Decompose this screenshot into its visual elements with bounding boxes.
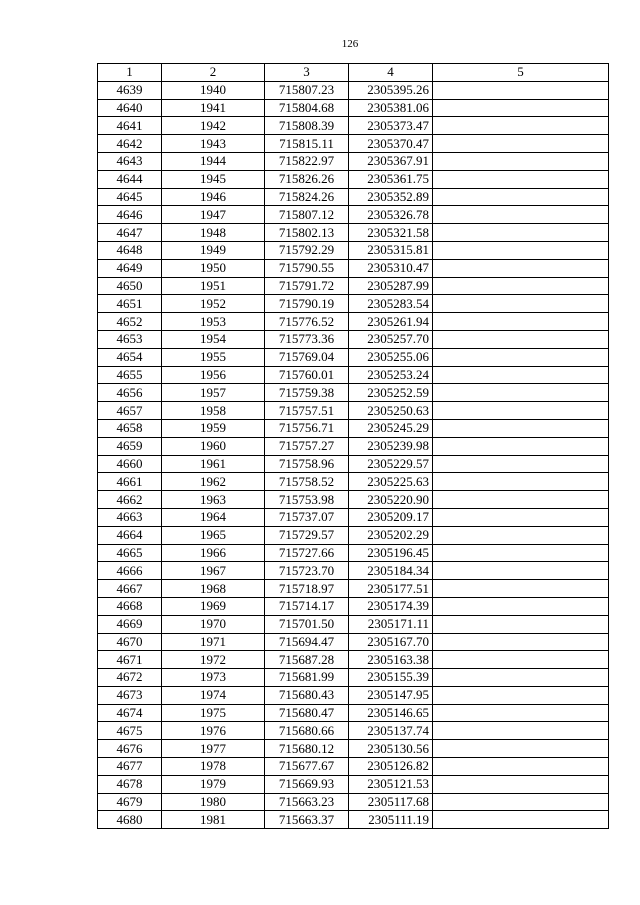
table-cell: [433, 544, 609, 562]
table-cell: 2305321.58: [349, 224, 433, 242]
table-cell: 1974: [162, 686, 265, 704]
table-cell: 4668: [98, 597, 162, 615]
table-cell: [433, 615, 609, 633]
table-row: [98, 81, 609, 99]
table-row: [98, 313, 609, 331]
table-cell: 4647: [98, 224, 162, 242]
table-cell: 4659: [98, 437, 162, 455]
table-cell: 4661: [98, 473, 162, 491]
table-cell: [433, 135, 609, 153]
table-cell: 4650: [98, 277, 162, 295]
table-cell: 2305167.70: [349, 633, 433, 651]
table-cell: 4649: [98, 259, 162, 277]
table-cell: 715729.57: [265, 526, 349, 544]
table-row: [98, 473, 609, 491]
table-row: [98, 384, 609, 402]
table-cell: [433, 348, 609, 366]
table-cell: 2305239.98: [349, 437, 433, 455]
table-cell: 715802.13: [265, 224, 349, 242]
table-cell: 1947: [162, 206, 265, 224]
table-row: [98, 348, 609, 366]
table-cell: [433, 473, 609, 491]
table-row: [98, 455, 609, 473]
table-cell: 1962: [162, 473, 265, 491]
table-cell: 715824.26: [265, 188, 349, 206]
table-cell: 715822.97: [265, 152, 349, 170]
table-row: [98, 633, 609, 651]
table-cell: 715826.26: [265, 170, 349, 188]
table-cell: 1940: [162, 81, 265, 99]
table-body: [98, 81, 609, 828]
table-cell: 2305184.34: [349, 562, 433, 580]
table-cell: 4678: [98, 775, 162, 793]
table-cell: 2305287.99: [349, 277, 433, 295]
table-cell: 4674: [98, 704, 162, 722]
table-row: [98, 544, 609, 562]
table-cell: 4676: [98, 740, 162, 758]
table-cell: 715815.11: [265, 135, 349, 153]
table-cell: [433, 224, 609, 242]
table-cell: 2305220.90: [349, 491, 433, 509]
table-cell: 715753.98: [265, 491, 349, 509]
table-row: [98, 188, 609, 206]
table-cell: 1969: [162, 597, 265, 615]
table-cell: [433, 597, 609, 615]
table-cell: 715663.23: [265, 793, 349, 811]
table-row: [98, 419, 609, 437]
table-cell: 4671: [98, 651, 162, 669]
table-row: [98, 241, 609, 259]
table-cell: [433, 793, 609, 811]
table-cell: 4651: [98, 295, 162, 313]
table-row: [98, 740, 609, 758]
table-cell: 2305370.47: [349, 135, 433, 153]
table-cell: 4658: [98, 419, 162, 437]
column-header: 3: [265, 64, 349, 82]
table-cell: 1967: [162, 562, 265, 580]
table-cell: 2305255.06: [349, 348, 433, 366]
table-cell: 2305250.63: [349, 402, 433, 420]
table-cell: 1970: [162, 615, 265, 633]
table-cell: 2305121.53: [349, 775, 433, 793]
table-cell: 1946: [162, 188, 265, 206]
table-cell: 2305381.06: [349, 99, 433, 117]
table-row: [98, 259, 609, 277]
table-cell: 2305395.26: [349, 81, 433, 99]
table-cell: 4677: [98, 758, 162, 776]
table-cell: 2305174.39: [349, 597, 433, 615]
table-cell: [433, 277, 609, 295]
table-cell: 2305252.59: [349, 384, 433, 402]
table-cell: [433, 152, 609, 170]
table-cell: 4648: [98, 241, 162, 259]
table-cell: 1949: [162, 241, 265, 259]
table-cell: 1966: [162, 544, 265, 562]
table-cell: 4666: [98, 562, 162, 580]
table-cell: 4664: [98, 526, 162, 544]
table-cell: 4654: [98, 348, 162, 366]
table-cell: 2305163.38: [349, 651, 433, 669]
table-cell: 1979: [162, 775, 265, 793]
table-row: [98, 491, 609, 509]
table-cell: 1953: [162, 313, 265, 331]
table-cell: 715807.12: [265, 206, 349, 224]
table-cell: 715792.29: [265, 241, 349, 259]
coordinates-table: [97, 63, 609, 829]
table-row: [98, 775, 609, 793]
table-row: [98, 508, 609, 526]
column-header: 5: [433, 64, 609, 82]
table-row: [98, 615, 609, 633]
table-row: [98, 366, 609, 384]
table-cell: 715769.04: [265, 348, 349, 366]
table-cell: 1972: [162, 651, 265, 669]
table-cell: 1957: [162, 384, 265, 402]
table-cell: 1971: [162, 633, 265, 651]
table-cell: 2305326.78: [349, 206, 433, 224]
column-header: 2: [162, 64, 265, 82]
table-cell: 1960: [162, 437, 265, 455]
table-cell: 715776.52: [265, 313, 349, 331]
table-row: [98, 402, 609, 420]
table-cell: [433, 384, 609, 402]
table-cell: 2305111.19: [349, 811, 433, 829]
table-cell: 4667: [98, 580, 162, 598]
table-cell: 4640: [98, 99, 162, 117]
table-cell: 4662: [98, 491, 162, 509]
table-cell: 4673: [98, 686, 162, 704]
table-cell: 4665: [98, 544, 162, 562]
table-cell: 1964: [162, 508, 265, 526]
table-cell: 4646: [98, 206, 162, 224]
table-cell: 715680.12: [265, 740, 349, 758]
table-cell: 715773.36: [265, 330, 349, 348]
table-cell: 2305361.75: [349, 170, 433, 188]
column-header: 1: [98, 64, 162, 82]
table-cell: 715759.38: [265, 384, 349, 402]
table-cell: 715790.55: [265, 259, 349, 277]
table-cell: 1959: [162, 419, 265, 437]
table-cell: 1942: [162, 117, 265, 135]
table-cell: 2305202.29: [349, 526, 433, 544]
table-cell: 715714.17: [265, 597, 349, 615]
table-cell: 4679: [98, 793, 162, 811]
table-cell: 715757.27: [265, 437, 349, 455]
table-cell: 1952: [162, 295, 265, 313]
table-cell: [433, 491, 609, 509]
table-cell: 2305283.54: [349, 295, 433, 313]
table-cell: 1956: [162, 366, 265, 384]
table-cell: [433, 775, 609, 793]
table-cell: [433, 366, 609, 384]
table-cell: [433, 704, 609, 722]
table-cell: 1951: [162, 277, 265, 295]
table-cell: 4675: [98, 722, 162, 740]
table-row: [98, 669, 609, 687]
table-cell: 2305130.56: [349, 740, 433, 758]
table-cell: [433, 313, 609, 331]
table-cell: 715680.43: [265, 686, 349, 704]
table-cell: 1955: [162, 348, 265, 366]
table-row: [98, 206, 609, 224]
table-cell: 2305177.51: [349, 580, 433, 598]
table-cell: 1945: [162, 170, 265, 188]
header-row: [98, 64, 609, 82]
table-cell: 715677.67: [265, 758, 349, 776]
table-cell: 4670: [98, 633, 162, 651]
table-row: [98, 793, 609, 811]
table-cell: [433, 295, 609, 313]
table-cell: 1977: [162, 740, 265, 758]
table-cell: [433, 402, 609, 420]
table-cell: [433, 188, 609, 206]
table-cell: 2305253.24: [349, 366, 433, 384]
table-cell: 2305315.81: [349, 241, 433, 259]
table-cell: 715757.51: [265, 402, 349, 420]
table-cell: [433, 811, 609, 829]
table-cell: 715723.70: [265, 562, 349, 580]
table-cell: 4669: [98, 615, 162, 633]
table-cell: 2305245.29: [349, 419, 433, 437]
table-cell: 715718.97: [265, 580, 349, 598]
table-cell: 1981: [162, 811, 265, 829]
table-row: [98, 330, 609, 348]
table-cell: 715680.47: [265, 704, 349, 722]
table-cell: 4639: [98, 81, 162, 99]
table-cell: 1965: [162, 526, 265, 544]
table-row: [98, 99, 609, 117]
table-row: [98, 580, 609, 598]
table-cell: 2305117.68: [349, 793, 433, 811]
table-row: [98, 722, 609, 740]
table-cell: 2305229.57: [349, 455, 433, 473]
table-cell: 4657: [98, 402, 162, 420]
table-cell: 1941: [162, 99, 265, 117]
table-cell: 715701.50: [265, 615, 349, 633]
table-cell: 715790.19: [265, 295, 349, 313]
table-cell: 2305373.47: [349, 117, 433, 135]
table-cell: 4660: [98, 455, 162, 473]
table-cell: 4641: [98, 117, 162, 135]
table-cell: 4680: [98, 811, 162, 829]
table-cell: 4644: [98, 170, 162, 188]
table-cell: [433, 633, 609, 651]
table-row: [98, 170, 609, 188]
table-cell: 1958: [162, 402, 265, 420]
column-header: 4: [349, 64, 433, 82]
table-row: [98, 686, 609, 704]
table-cell: [433, 117, 609, 135]
table-cell: 2305137.74: [349, 722, 433, 740]
table-cell: 4653: [98, 330, 162, 348]
table-cell: 2305147.95: [349, 686, 433, 704]
table-cell: [433, 241, 609, 259]
table-row: [98, 597, 609, 615]
table-cell: 2305261.94: [349, 313, 433, 331]
table-cell: 715807.23: [265, 81, 349, 99]
table-cell: [433, 81, 609, 99]
table-row: [98, 562, 609, 580]
table-cell: 1975: [162, 704, 265, 722]
table-row: [98, 277, 609, 295]
table-cell: 1980: [162, 793, 265, 811]
table-cell: 1954: [162, 330, 265, 348]
table-cell: 2305367.91: [349, 152, 433, 170]
table-cell: 715663.37: [265, 811, 349, 829]
table-cell: 1961: [162, 455, 265, 473]
table-cell: [433, 455, 609, 473]
table-row: [98, 117, 609, 135]
table-cell: 715687.28: [265, 651, 349, 669]
table-cell: 1950: [162, 259, 265, 277]
table-cell: 4643: [98, 152, 162, 170]
table-cell: 1948: [162, 224, 265, 242]
table-cell: 4652: [98, 313, 162, 331]
table-cell: [433, 651, 609, 669]
table-cell: 715694.47: [265, 633, 349, 651]
table-cell: 2305352.89: [349, 188, 433, 206]
page-number: 126: [341, 38, 359, 50]
table-row: [98, 758, 609, 776]
table-cell: 715680.66: [265, 722, 349, 740]
table-cell: 2305209.17: [349, 508, 433, 526]
table-cell: 715791.72: [265, 277, 349, 295]
table-cell: [433, 669, 609, 687]
table-cell: 1978: [162, 758, 265, 776]
table-cell: 715758.52: [265, 473, 349, 491]
table-cell: 4663: [98, 508, 162, 526]
table-cell: 715808.39: [265, 117, 349, 135]
table-cell: 2305257.70: [349, 330, 433, 348]
table-cell: 715727.66: [265, 544, 349, 562]
table-cell: 715760.01: [265, 366, 349, 384]
table-cell: 2305171.11: [349, 615, 433, 633]
table-cell: 4656: [98, 384, 162, 402]
table-cell: [433, 330, 609, 348]
table-cell: 1943: [162, 135, 265, 153]
table-cell: [433, 580, 609, 598]
table-cell: 715804.68: [265, 99, 349, 117]
table-cell: [433, 206, 609, 224]
table-row: [98, 704, 609, 722]
table-cell: 715758.96: [265, 455, 349, 473]
table-cell: [433, 526, 609, 544]
table-cell: [433, 99, 609, 117]
table-cell: [433, 259, 609, 277]
table-cell: 715756.71: [265, 419, 349, 437]
table-row: [98, 135, 609, 153]
table-row: [98, 295, 609, 313]
table-cell: 2305126.82: [349, 758, 433, 776]
table-row: [98, 651, 609, 669]
table-cell: [433, 170, 609, 188]
table-cell: [433, 722, 609, 740]
table-cell: 2305225.63: [349, 473, 433, 491]
table-cell: 2305155.39: [349, 669, 433, 687]
table-cell: 2305310.47: [349, 259, 433, 277]
table-cell: 1968: [162, 580, 265, 598]
table-cell: 2305196.45: [349, 544, 433, 562]
table-row: [98, 152, 609, 170]
table-row: [98, 437, 609, 455]
table-row: [98, 811, 609, 829]
table-cell: 4645: [98, 188, 162, 206]
table-cell: 4642: [98, 135, 162, 153]
table-cell: [433, 437, 609, 455]
table-cell: [433, 758, 609, 776]
table-cell: 1973: [162, 669, 265, 687]
table-cell: 4672: [98, 669, 162, 687]
table-cell: [433, 740, 609, 758]
table-cell: 1944: [162, 152, 265, 170]
table-cell: 715681.99: [265, 669, 349, 687]
table-cell: 715669.93: [265, 775, 349, 793]
table-cell: [433, 419, 609, 437]
table-cell: 2305146.65: [349, 704, 433, 722]
table-cell: [433, 508, 609, 526]
table-cell: 1963: [162, 491, 265, 509]
table-cell: 1976: [162, 722, 265, 740]
table-row: [98, 224, 609, 242]
table-cell: [433, 562, 609, 580]
table-cell: 715737.07: [265, 508, 349, 526]
table-row: [98, 526, 609, 544]
table-cell: 4655: [98, 366, 162, 384]
table-cell: [433, 686, 609, 704]
